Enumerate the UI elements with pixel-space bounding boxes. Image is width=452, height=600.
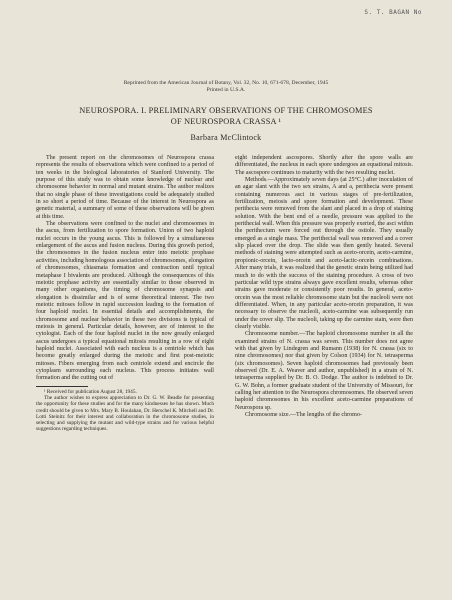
right-column — [235, 155, 413, 419]
reprint-printed: Printed in U.S.A. — [206, 87, 246, 93]
reprint-notice — [40, 80, 412, 94]
author-name: Barbara McClintock — [190, 133, 262, 142]
footnotes — [36, 389, 214, 433]
body-paragraph: The observations were confined to the nuclei and chromosomes in the ascus, from fertilization to spore formation. Union of two haploid nuclei occurs in the young ascus. This is followed by a simultaneous enlargement of the ascus and fusion nucleus. During this growth period, the chromosomes in the fusion nucleus enter into meiotic prophase activities, including homologous association of chromosomes, elongation of chromosomes, chiasmata formation and contraction until typical metaphase I bivalents are produced. Although the consequences of this meiotic prophase activity are essentially similar to those observed in many other organisms, the timing of chromosome synapsis and elongation is dissimilar and is of some theoretical interest. The two meiotic mitoses follow in rapid succession leading to the formation of four haploid nuclei. In essential details and accomplishments, the chromosome and nuclear behavior in these two divisions is typical of meiosis in general. Particular details, however, are of interest to the cytologist. Each of the four haploid nuclei in the now greatly enlarged ascus undergoes a typical equational mitosis resulting in a row of eight haploid nuclei. Associated with each nucleus is a centriole which has become greatly enlarged during the meiotic and first post-meiotic mitoses. Fibers emerging from each centriole extend and encircle the cytoplasm surrounding each nucleus. This process initiates wall formation and the cutting out of — [36, 221, 214, 382]
library-stamp: S. T. BAGAN No — [364, 9, 422, 16]
left-column — [36, 155, 214, 433]
footnote-acknowledgment: The author wishes to express appreciation to Dr. G. W. Beadle for presenting the opportunity for these studies and for the many kindnesses he has shown. Much credit should be given to Mrs. Mary B. Houlahan, Dr. Herschel K. Mitchell and Dr. Lotti Steinitz for their interest and collaboration in the chromosome studies, in selecting and supplying the mutant and wild-type strains and for various helpful suggestions regarding techniques. — [36, 394, 214, 433]
footnote-received: ¹ Received for publication August 28, 1945. — [44, 388, 137, 395]
footnote-rule — [36, 386, 88, 387]
article-title — [40, 105, 412, 127]
methods-paragraph: Methods.—Approximately seven days (at 25°C.) after inoculation of an agar slant with the two sex strains, A and a, perithecia were present containing numerous asci in various stages of pre-fertilization, fertilization, meiosis and spore formation and development. These perithecia were removed from the slant and placed in a drop of staining solution. With the bent end of a needle, pressure was applied to the perithecial wall. When this pressure was properly exerted, the asci within the perithecium were forced out through the ostiole. They usually emerged as a single mass. The perithecial wall was removed and a cover slip placed over the drop. The slide was then gently heated. Several methods of staining were attempted such as aceto-orcein, aceto-carmine, propionic-orcein, lacto-orcein and aceto-lactic-orcein combinations. After many trials, it was realized that the genetic strain being utilized had much to do with the success of the staining procedure. A cross of two particular wild type strains always gave excellent results, whereas other strains gave moderate or consistently poor results. In general, aceto-orcein was the most reliable chromosome stain but the nucleoli were not differentiated. When, in any particular aceto-orcein preparation, it was necessary to observe the nucleoli, aceto-carmine was subsequently run under the cover slip. The nucleoli, taking up the carmine stain, were then clearly visible. — [235, 177, 413, 330]
chromosome-number-paragraph: Chromosome number.—The haploid chromosome number in all the examined strains of N. crassa was seven. This number does not agree with that given by Lindegren and Rumann (1938) for N. crassa (six to nine chromosomes) nor that given by Colson (1934) for N. tetrasperma (six chromosomes). Seven haploid chromosomes had previously been observed (Dr. E. A. Weaver and author, unpublished) in a strain of N. tetrasperma supplied by Dr. B. O. Dodge. The author is indebted to Dr. G. W. Bohn, a former graduate student of the University of Missouri, for calling her attention to the Neurospora chromosomes. He observed seven haploid chromosomes in his excellent aceto-carmine preparations of Neurospora sp. — [235, 331, 413, 411]
title-line-1: NEUROSPORA. I. PRELIMINARY OBSERVATIONS OF THE CHROMOSOMES — [79, 106, 373, 115]
reprint-citation: Reprinted from the American Journal of Botany, Vol. 32, No. 10, 671-678, December, 1945 — [123, 80, 329, 86]
body-paragraph: eight independent ascospores. Shortly after the spore walls are differentiated, the nucleus in each spore undergoes an equational mitosis. The ascospore continues to maturity with the two resulting nuclei. — [235, 155, 413, 176]
title-line-2: OF NEUROSPORA CRASSA ¹ — [170, 117, 282, 126]
chromosome-size-paragraph: Chromosome size.—The lengths of the chromo- — [245, 412, 362, 419]
body-paragraph: The present report on the chromosomes of Neurospora crassa represents the results of observations which were confined to a period of ten weeks in the biological laboratories of Stanford University. The purpose of this study was to obtain some knowledge of nuclear and chromosome behavior in normal and mutant strains. The author realizes that no single phase of these investigations could be adequately studied in so short a period of time. Because of the interest in Neurospora as genetic material, a summary of some of these observations will be given at this time. — [36, 155, 214, 220]
